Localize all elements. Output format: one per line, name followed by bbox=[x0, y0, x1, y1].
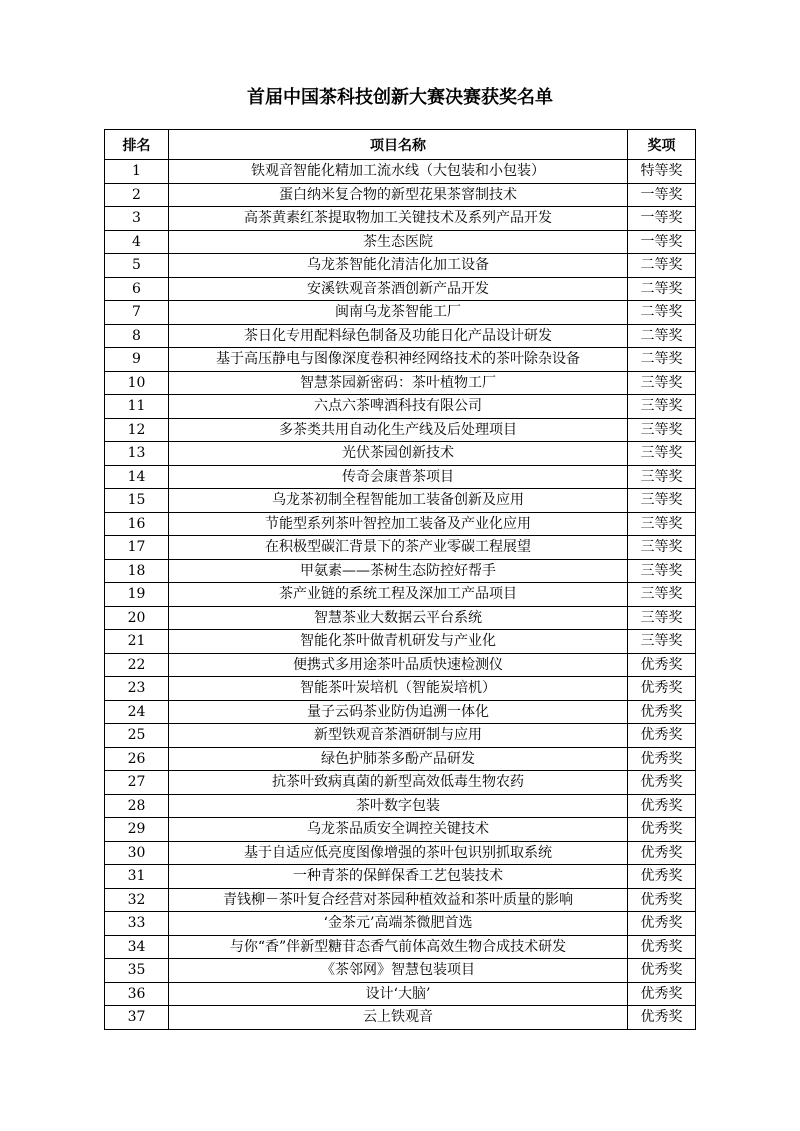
project-name-cell: 茶生态医院 bbox=[169, 230, 628, 254]
table-row bbox=[105, 324, 696, 348]
table-row bbox=[105, 536, 696, 560]
award-cell: 特等奖 bbox=[628, 160, 696, 184]
table-row bbox=[105, 724, 696, 748]
rank-cell: 17 bbox=[105, 536, 169, 560]
award-cell: 优秀奖 bbox=[628, 959, 696, 983]
rank-cell: 4 bbox=[105, 230, 169, 254]
award-cell: 一等奖 bbox=[628, 207, 696, 231]
award-cell: 优秀奖 bbox=[628, 912, 696, 936]
award-cell: 优秀奖 bbox=[628, 1006, 696, 1030]
rank-cell: 1 bbox=[105, 160, 169, 184]
rank-cell: 15 bbox=[105, 489, 169, 513]
table-row bbox=[105, 277, 696, 301]
award-cell: 优秀奖 bbox=[628, 771, 696, 795]
table-row bbox=[105, 583, 696, 607]
rank-cell: 8 bbox=[105, 324, 169, 348]
award-cell: 三等奖 bbox=[628, 536, 696, 560]
award-cell: 优秀奖 bbox=[628, 982, 696, 1006]
rank-cell: 35 bbox=[105, 959, 169, 983]
award-cell: 优秀奖 bbox=[628, 841, 696, 865]
project-name-cell: 乌龙茶初制全程智能加工装备创新及应用 bbox=[169, 489, 628, 513]
rank-cell: 22 bbox=[105, 653, 169, 677]
award-cell: 优秀奖 bbox=[628, 865, 696, 889]
project-name-cell: 在积极型碳汇背景下的茶产业零碳工程展望 bbox=[169, 536, 628, 560]
project-name-cell: 铁观音智能化精加工流水线（大包装和小包装） bbox=[169, 160, 628, 184]
project-name-cell: 绿色护肺茶多酚产品研发 bbox=[169, 747, 628, 771]
award-cell: 一等奖 bbox=[628, 183, 696, 207]
rank-cell: 20 bbox=[105, 606, 169, 630]
table-row bbox=[105, 865, 696, 889]
table-row bbox=[105, 395, 696, 419]
rank-cell: 33 bbox=[105, 912, 169, 936]
rank-cell: 23 bbox=[105, 677, 169, 701]
award-cell: 优秀奖 bbox=[628, 818, 696, 842]
table-header-row bbox=[105, 130, 696, 160]
project-name-cell: 智能化茶叶做青机研发与产业化 bbox=[169, 630, 628, 654]
rank-cell: 6 bbox=[105, 277, 169, 301]
project-name-cell: ‘金茶元’高端茶微肥首选 bbox=[169, 912, 628, 936]
table-row bbox=[105, 418, 696, 442]
table-row bbox=[105, 606, 696, 630]
rank-cell: 26 bbox=[105, 747, 169, 771]
rank-cell: 30 bbox=[105, 841, 169, 865]
project-name-cell: 便携式多用途茶叶品质快速检测仪 bbox=[169, 653, 628, 677]
table-row bbox=[105, 841, 696, 865]
award-cell: 优秀奖 bbox=[628, 935, 696, 959]
project-name-cell: 智慧茶业大数据云平台系统 bbox=[169, 606, 628, 630]
rank-cell: 25 bbox=[105, 724, 169, 748]
rank-cell: 29 bbox=[105, 818, 169, 842]
rank-cell: 7 bbox=[105, 301, 169, 325]
table-row bbox=[105, 700, 696, 724]
award-cell: 三等奖 bbox=[628, 583, 696, 607]
award-cell: 三等奖 bbox=[628, 512, 696, 536]
award-cell: 三等奖 bbox=[628, 418, 696, 442]
rank-cell: 34 bbox=[105, 935, 169, 959]
project-name-cell: 多茶类共用自动化生产线及后处理项目 bbox=[169, 418, 628, 442]
project-name-cell: 茶产业链的系统工程及深加工产品项目 bbox=[169, 583, 628, 607]
project-name-cell: 乌龙茶智能化清洁化加工设备 bbox=[169, 254, 628, 278]
rank-cell: 24 bbox=[105, 700, 169, 724]
table-row bbox=[105, 183, 696, 207]
table-row bbox=[105, 371, 696, 395]
table-row bbox=[105, 442, 696, 466]
project-name-cell: 青钱柳－茶叶复合经营对茶园种植效益和茶叶质量的影响 bbox=[169, 888, 628, 912]
award-cell: 二等奖 bbox=[628, 254, 696, 278]
award-cell: 优秀奖 bbox=[628, 747, 696, 771]
project-name-cell: 蛋白纳米复合物的新型花果茶窨制技术 bbox=[169, 183, 628, 207]
rank-cell: 3 bbox=[105, 207, 169, 231]
award-cell: 三等奖 bbox=[628, 630, 696, 654]
rank-cell: 14 bbox=[105, 465, 169, 489]
table-row bbox=[105, 982, 696, 1006]
rank-cell: 32 bbox=[105, 888, 169, 912]
rank-cell: 37 bbox=[105, 1006, 169, 1030]
award-cell: 三等奖 bbox=[628, 606, 696, 630]
rank-cell: 36 bbox=[105, 982, 169, 1006]
table-row bbox=[105, 747, 696, 771]
project-name-cell: 设计‘大脑’ bbox=[169, 982, 628, 1006]
table-row bbox=[105, 559, 696, 583]
table-row bbox=[105, 348, 696, 372]
award-cell: 一等奖 bbox=[628, 230, 696, 254]
table-row bbox=[105, 771, 696, 795]
rank-cell: 27 bbox=[105, 771, 169, 795]
table-row bbox=[105, 1006, 696, 1030]
award-cell: 三等奖 bbox=[628, 442, 696, 466]
project-name-cell: 传奇会康普茶项目 bbox=[169, 465, 628, 489]
award-cell: 二等奖 bbox=[628, 301, 696, 325]
project-name-cell: 云上铁观音 bbox=[169, 1006, 628, 1030]
page-title: 首届中国茶科技创新大赛决赛获奖名单 bbox=[247, 87, 553, 108]
project-name-cell: 甲氨素——茶树生态防控好帮手 bbox=[169, 559, 628, 583]
table-row bbox=[105, 935, 696, 959]
award-table bbox=[104, 129, 696, 1030]
rank-cell: 31 bbox=[105, 865, 169, 889]
table-row bbox=[105, 653, 696, 677]
project-name-cell: 与你“香”伴新型糖苷态香气前体高效生物合成技术研发 bbox=[169, 935, 628, 959]
project-name-cell: 安溪铁观音茶酒创新产品开发 bbox=[169, 277, 628, 301]
column-header-award: 奖项 bbox=[628, 130, 696, 160]
project-name-cell: 光伏茶园创新技术 bbox=[169, 442, 628, 466]
project-name-cell: 基于自适应低亮度图像增强的茶叶包识别抓取系统 bbox=[169, 841, 628, 865]
table-body bbox=[105, 160, 696, 1030]
award-cell: 优秀奖 bbox=[628, 888, 696, 912]
award-cell: 优秀奖 bbox=[628, 794, 696, 818]
project-name-cell: 智能茶叶炭培机（智能炭培机） bbox=[169, 677, 628, 701]
table-row bbox=[105, 912, 696, 936]
award-cell: 三等奖 bbox=[628, 489, 696, 513]
award-cell: 三等奖 bbox=[628, 371, 696, 395]
table-row bbox=[105, 489, 696, 513]
project-name-cell: 抗茶叶致病真菌的新型高效低毒生物农药 bbox=[169, 771, 628, 795]
table-row bbox=[105, 160, 696, 184]
rank-cell: 28 bbox=[105, 794, 169, 818]
column-header-project: 项目名称 bbox=[169, 130, 628, 160]
table-row bbox=[105, 888, 696, 912]
rank-cell: 11 bbox=[105, 395, 169, 419]
rank-cell: 16 bbox=[105, 512, 169, 536]
project-name-cell: 闽南乌龙茶智能工厂 bbox=[169, 301, 628, 325]
rank-cell: 21 bbox=[105, 630, 169, 654]
rank-cell: 5 bbox=[105, 254, 169, 278]
table-row bbox=[105, 818, 696, 842]
rank-cell: 2 bbox=[105, 183, 169, 207]
award-cell: 优秀奖 bbox=[628, 724, 696, 748]
table-row bbox=[105, 207, 696, 231]
award-cell: 二等奖 bbox=[628, 277, 696, 301]
table-row bbox=[105, 230, 696, 254]
project-name-cell: 量子云码茶业防伪追溯一体化 bbox=[169, 700, 628, 724]
project-name-cell: 节能型系列茶叶智控加工装备及产业化应用 bbox=[169, 512, 628, 536]
project-name-cell: 高茶黄素红茶提取物加工关键技术及系列产品开发 bbox=[169, 207, 628, 231]
award-cell: 优秀奖 bbox=[628, 677, 696, 701]
project-name-cell: 基于高压静电与图像深度卷积神经网络技术的茶叶除杂设备 bbox=[169, 348, 628, 372]
award-cell: 三等奖 bbox=[628, 465, 696, 489]
rank-cell: 18 bbox=[105, 559, 169, 583]
project-name-cell: 茶日化专用配料绿色制备及功能日化产品设计研发 bbox=[169, 324, 628, 348]
rank-cell: 12 bbox=[105, 418, 169, 442]
rank-cell: 10 bbox=[105, 371, 169, 395]
rank-cell: 9 bbox=[105, 348, 169, 372]
project-name-cell: 一种青茶的保鲜保香工艺包装技术 bbox=[169, 865, 628, 889]
project-name-cell: 智慧茶园新密码：茶叶植物工厂 bbox=[169, 371, 628, 395]
award-cell: 优秀奖 bbox=[628, 653, 696, 677]
table-row bbox=[105, 630, 696, 654]
project-name-cell: 六点六茶啤酒科技有限公司 bbox=[169, 395, 628, 419]
project-name-cell: 茶叶数字包装 bbox=[169, 794, 628, 818]
project-name-cell: 新型铁观音茶酒研制与应用 bbox=[169, 724, 628, 748]
award-cell: 三等奖 bbox=[628, 559, 696, 583]
table-row bbox=[105, 959, 696, 983]
table-row bbox=[105, 301, 696, 325]
award-cell: 优秀奖 bbox=[628, 700, 696, 724]
table-row bbox=[105, 794, 696, 818]
rank-cell: 19 bbox=[105, 583, 169, 607]
rank-cell: 13 bbox=[105, 442, 169, 466]
table-row bbox=[105, 254, 696, 278]
award-cell: 二等奖 bbox=[628, 348, 696, 372]
award-cell: 三等奖 bbox=[628, 395, 696, 419]
column-header-rank: 排名 bbox=[105, 130, 169, 160]
table-row bbox=[105, 465, 696, 489]
project-name-cell: 乌龙茶品质安全调控关键技术 bbox=[169, 818, 628, 842]
award-cell: 二等奖 bbox=[628, 324, 696, 348]
table-row bbox=[105, 512, 696, 536]
table-row bbox=[105, 677, 696, 701]
project-name-cell: 《茶邻网》智慧包装项目 bbox=[169, 959, 628, 983]
